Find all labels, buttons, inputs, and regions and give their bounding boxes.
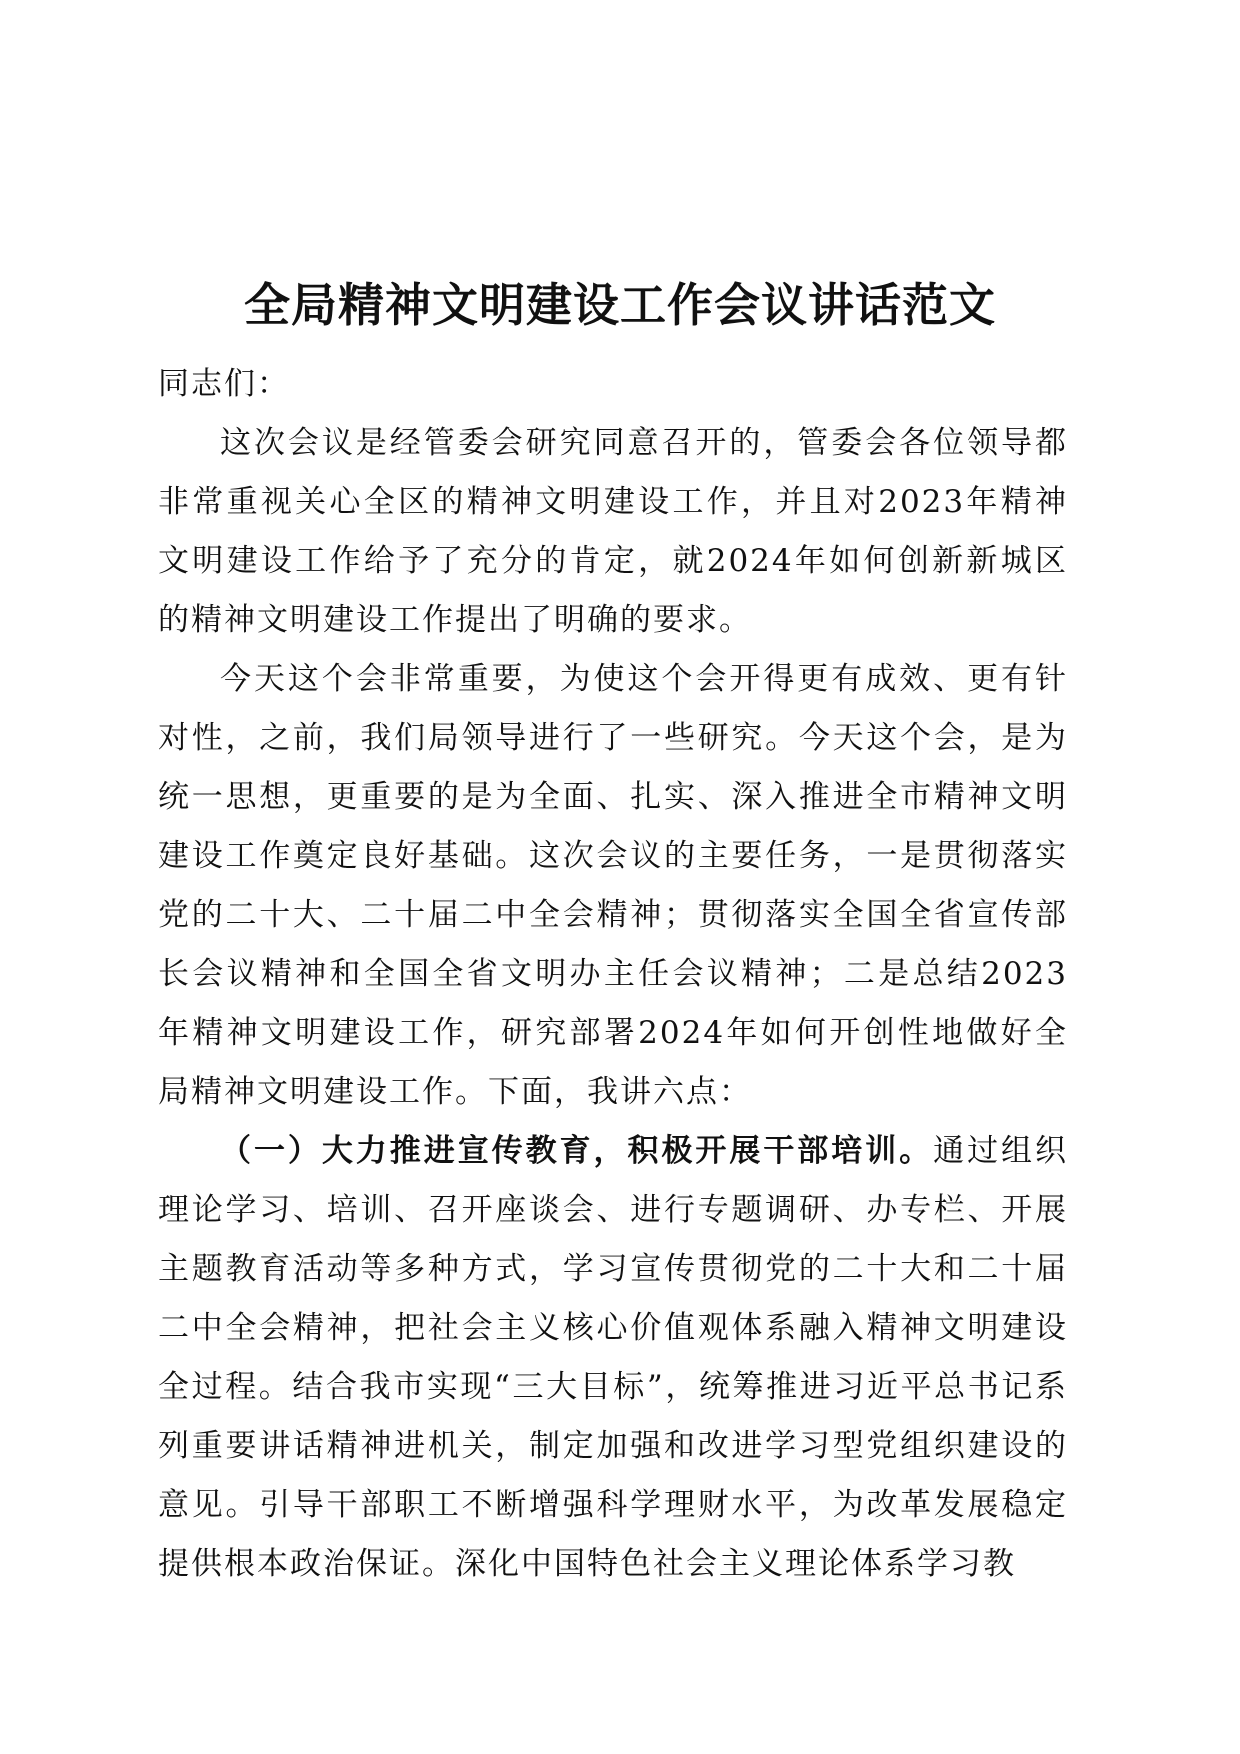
salutation: 同志们： [158, 366, 290, 402]
paragraph-2: 今天这个会非常重要，为使这个会开得更有成效、更有针对性，之前，我们局领导进行了一些研究。今天这个会，是为统一思想，更重要的是为全面、扎实、深入推进全市精神文明建设工作奠定良好基础。这次会议的主要任务，一是贯彻落实党的二十大、二十届二中全会精神；贯彻落实全国全省宣传部长会议精神和全国全省文明办主任会议精神；二是总结2023年精神文明建设工作，研究部署2024年如何开创性地做好全局精神文明建设工作。下面，我讲六点： [158, 661, 1068, 1110]
document-body [158, 355, 1068, 1594]
section-1-text: 通过组织理论学习、培训、召开座谈会、进行专题调研、办专栏、开展主题教育活动等多种方式，学习宣传贯彻党的二十大和二十届二中全会精神，把社会主义核心价值观体系融入精神文明建设全过程。结合我市实现“三大目标”，统筹推进习近平总书记系列重要讲话精神进机关，制定加强和改进学习型党组织建设的意见。引导干部职工不断增强科学理财水平，为改革发展稳定提供根本政治保证。深化中国特色社会主义理论体系学习教 [158, 1133, 1068, 1582]
paragraph-1: 这次会议是经管委会研究同意召开的，管委会各位领导都非常重视关心全区的精神文明建设工作，并且对2023年精神文明建设工作给予了充分的肯定，就2024年如何创新新城区的精神文明建设工作提出了明确的要求。 [158, 425, 1068, 638]
section-1-heading: （一）大力推进宣传教育，积极开展干部培训。 [220, 1133, 934, 1169]
section-1-paragraph [158, 1122, 1068, 1594]
document-title: 全局精神文明建设工作会议讲话范文 [244, 278, 996, 332]
